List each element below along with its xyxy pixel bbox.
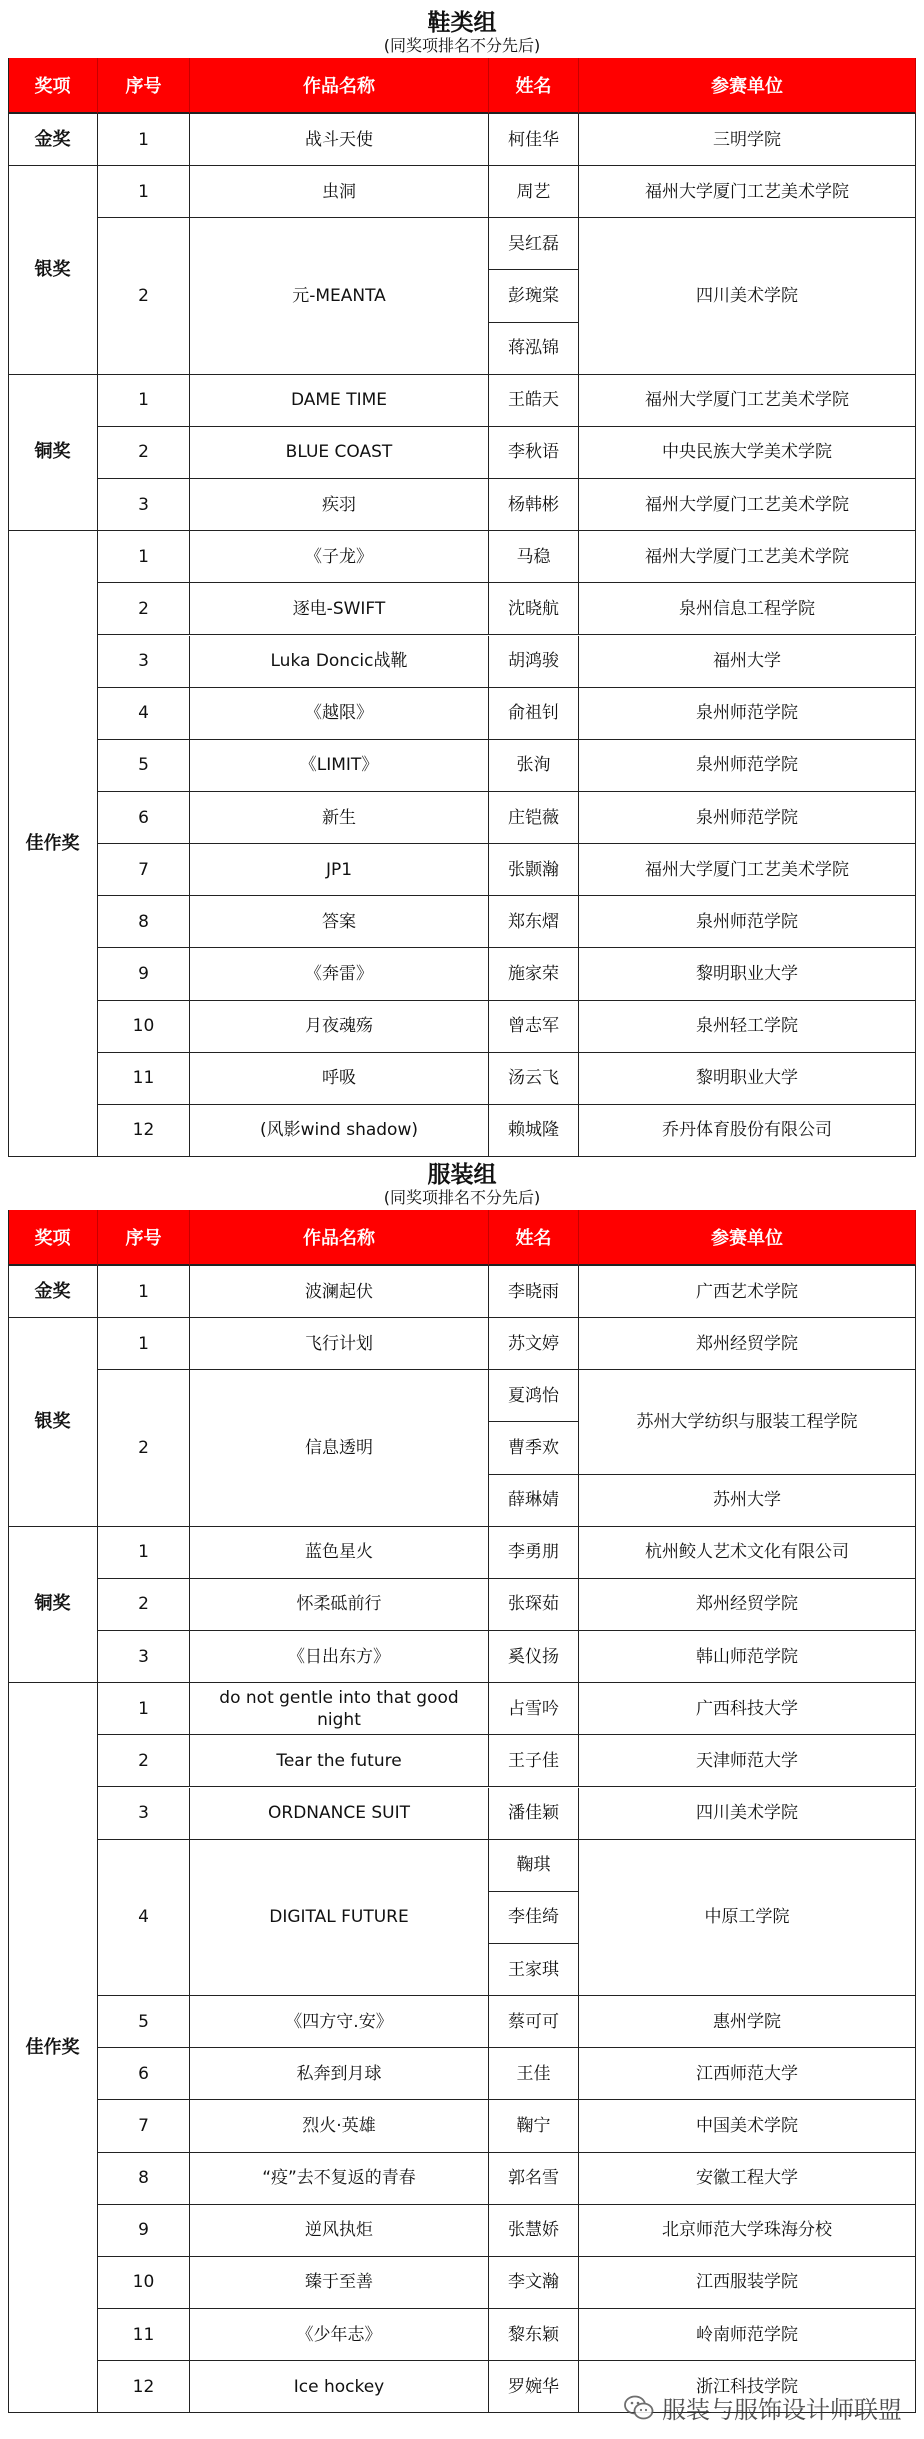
entry-unit: 泉州师范学院	[579, 688, 916, 740]
entry-name: 奚仪扬	[489, 1631, 579, 1683]
entry-unit: 四川美术学院	[579, 218, 916, 374]
entry-number: 2	[98, 1370, 190, 1526]
entry-unit: 浙江科技学院	[579, 2361, 916, 2413]
entry-name: 沈晓航	[489, 583, 579, 635]
entry-unit: 福州大学厦门工艺美术学院	[579, 479, 916, 531]
entry-work-title: 元-MEANTA	[190, 218, 489, 374]
entry-name: 李晓雨	[489, 1266, 579, 1318]
entry-number: 5	[98, 1996, 190, 2048]
section-subtitle: (同奖项排名不分先后)	[383, 36, 541, 55]
entry-work-title: 蓝色星火	[190, 1527, 489, 1579]
entry-unit: 广西艺术学院	[579, 1266, 916, 1318]
entry-number: 1	[98, 1318, 190, 1370]
entry-name: 蒋泓锦	[489, 323, 579, 375]
entry-unit: 郑州经贸学院	[579, 1318, 916, 1370]
entry-name: 潘佳颖	[489, 1788, 579, 1840]
entry-name: 彭琬棠	[489, 270, 579, 322]
column-header-award-column: 奖项	[8, 1210, 98, 1266]
entry-work-title: 呼吸	[190, 1053, 489, 1105]
entry-name: 吴红磊	[489, 218, 579, 270]
entry-number: 11	[98, 2309, 190, 2361]
column-header-unit-column: 参赛单位	[579, 58, 916, 114]
entry-unit: 三明学院	[579, 114, 916, 166]
section-header	[8, 1158, 916, 1210]
entry-name: 夏鸿怡	[489, 1370, 579, 1422]
section-apparel	[8, 1158, 916, 2413]
entry-unit: 杭州鲛人艺术文化有限公司	[579, 1527, 916, 1579]
entry-work-title: 《少年志》	[190, 2309, 489, 2361]
entry-name: 王佳	[489, 2048, 579, 2100]
entry-unit: 广西科技大学	[579, 1683, 916, 1735]
entry-name: 马稳	[489, 531, 579, 583]
entry-work-title: 月夜魂殇	[190, 1001, 489, 1053]
entry-name: 汤云飞	[489, 1053, 579, 1105]
entry-number: 9	[98, 2205, 190, 2257]
column-header-unit-column: 参赛单位	[579, 1210, 916, 1266]
entry-unit: 江西服装学院	[579, 2257, 916, 2309]
entry-work-title: BLUE COAST	[190, 427, 489, 479]
entry-number: 1	[98, 1266, 190, 1318]
entry-work-title: Luka Doncic战靴	[190, 636, 489, 688]
section-title: 服装组	[427, 1162, 497, 1188]
entry-unit: 郑州经贸学院	[579, 1579, 916, 1631]
section-subtitle: (同奖项排名不分先后)	[383, 1188, 541, 1207]
award-level: 银奖	[8, 1318, 98, 1527]
entry-work-title: Ice hockey	[190, 2361, 489, 2413]
entry-unit: 中央民族大学美术学院	[579, 427, 916, 479]
entry-unit: 惠州学院	[579, 1996, 916, 2048]
entry-number: 12	[98, 1105, 190, 1157]
entry-number: 10	[98, 1001, 190, 1053]
entry-name: 薛琳婧	[489, 1475, 579, 1527]
entry-unit: 泉州师范学院	[579, 792, 916, 844]
entry-work-title: 新生	[190, 792, 489, 844]
entry-unit: 岭南师范学院	[579, 2309, 916, 2361]
entry-number: 7	[98, 2100, 190, 2152]
entry-work-title: 臻于至善	[190, 2257, 489, 2309]
entry-work-title: 信息透明	[190, 1370, 489, 1526]
entry-unit: 四川美术学院	[579, 1788, 916, 1840]
entry-work-title: ORDNANCE SUIT	[190, 1788, 489, 1840]
entry-name: 苏文婷	[489, 1318, 579, 1370]
entry-unit: 天津师范大学	[579, 1735, 916, 1787]
entry-number: 11	[98, 1053, 190, 1105]
award-level: 铜奖	[8, 375, 98, 531]
entry-unit: 福州大学厦门工艺美术学院	[579, 375, 916, 427]
entry-number: 6	[98, 2048, 190, 2100]
entry-name: 黎东颖	[489, 2309, 579, 2361]
entry-number: 6	[98, 792, 190, 844]
entry-work-title: 《LIMIT》	[190, 740, 489, 792]
entry-number: 3	[98, 479, 190, 531]
column-header-name-column: 姓名	[489, 58, 579, 114]
entry-unit: 韩山师范学院	[579, 1631, 916, 1683]
entry-number: 2	[98, 427, 190, 479]
entry-name: 鞠琪	[489, 1840, 579, 1892]
entry-unit: 安徽工程大学	[579, 2153, 916, 2205]
entry-work-title: Tear the future	[190, 1735, 489, 1787]
section-title: 鞋类组	[427, 10, 497, 36]
award-level: 铜奖	[8, 1527, 98, 1683]
column-header-work-column: 作品名称	[190, 1210, 489, 1266]
column-header-number-column: 序号	[98, 1210, 190, 1266]
entry-work-title: 疾羽	[190, 479, 489, 531]
entry-name: 庄铠薇	[489, 792, 579, 844]
entry-name: 王皓天	[489, 375, 579, 427]
entry-number: 7	[98, 844, 190, 896]
entry-work-title: DAME TIME	[190, 375, 489, 427]
entry-name: 张慧娇	[489, 2205, 579, 2257]
entry-name: 张洵	[489, 740, 579, 792]
entry-number: 12	[98, 2361, 190, 2413]
entry-number: 10	[98, 2257, 190, 2309]
column-header-work-column: 作品名称	[190, 58, 489, 114]
entry-number: 3	[98, 1788, 190, 1840]
table-left-border	[8, 58, 9, 1157]
entry-number: 3	[98, 636, 190, 688]
entry-unit: 苏州大学	[579, 1475, 916, 1527]
entry-name: 王子佳	[489, 1735, 579, 1787]
entry-unit: 黎明职业大学	[579, 1053, 916, 1105]
entry-work-title: 波澜起伏	[190, 1266, 489, 1318]
entry-number: 1	[98, 375, 190, 427]
entry-name: 李佳绮	[489, 1892, 579, 1944]
entry-work-title: 虫洞	[190, 166, 489, 218]
entry-name: 王家琪	[489, 1944, 579, 1996]
entry-unit: 中国美术学院	[579, 2100, 916, 2152]
entry-name: 李勇朋	[489, 1527, 579, 1579]
entry-number: 8	[98, 896, 190, 948]
entry-number: 2	[98, 583, 190, 635]
column-header-name-column: 姓名	[489, 1210, 579, 1266]
entry-name: 施家荣	[489, 948, 579, 1000]
entry-work-title: 逐电-SWIFT	[190, 583, 489, 635]
entry-work-title: do not gentle into that good night	[190, 1683, 489, 1735]
section-shoes	[8, 6, 916, 1157]
entry-number: 1	[98, 166, 190, 218]
award-level: 金奖	[8, 1266, 98, 1318]
entry-name: 周艺	[489, 166, 579, 218]
entry-unit: 北京师范大学珠海分校	[579, 2205, 916, 2257]
entry-number: 1	[98, 1527, 190, 1579]
entry-name: 郭名雪	[489, 2153, 579, 2205]
entry-name: 罗婉华	[489, 2361, 579, 2413]
entry-work-title: 怀柔砥前行	[190, 1579, 489, 1631]
entry-unit: 泉州师范学院	[579, 896, 916, 948]
entry-number: 1	[98, 114, 190, 166]
entry-work-title: JP1	[190, 844, 489, 896]
entry-unit: 中原工学院	[579, 1840, 916, 1996]
entry-work-title: “疫”去不复返的青春	[190, 2153, 489, 2205]
entry-work-title: 飞行计划	[190, 1318, 489, 1370]
entry-work-title: 私奔到月球	[190, 2048, 489, 2100]
entry-work-title: 答案	[190, 896, 489, 948]
entry-work-title: DIGITAL FUTURE	[190, 1840, 489, 1996]
entry-name: 俞祖钊	[489, 688, 579, 740]
entry-number: 9	[98, 948, 190, 1000]
entry-number: 2	[98, 1735, 190, 1787]
entry-unit: 泉州师范学院	[579, 740, 916, 792]
entry-number: 2	[98, 218, 190, 374]
entry-number: 2	[98, 1579, 190, 1631]
entry-work-title: 《四方守.安》	[190, 1996, 489, 2048]
entry-work-title: 《日出东方》	[190, 1631, 489, 1683]
entry-work-title: 《越限》	[190, 688, 489, 740]
entry-unit: 福州大学厦门工艺美术学院	[579, 531, 916, 583]
entry-work-title: 逆风执炬	[190, 2205, 489, 2257]
entry-work-title: (风影wind shadow)	[190, 1105, 489, 1157]
entry-number: 8	[98, 2153, 190, 2205]
entry-name: 郑东熠	[489, 896, 579, 948]
entry-number: 5	[98, 740, 190, 792]
entry-unit: 泉州信息工程学院	[579, 583, 916, 635]
entry-name: 占雪吟	[489, 1683, 579, 1735]
entry-name: 胡鸿骏	[489, 636, 579, 688]
entry-unit: 泉州轻工学院	[579, 1001, 916, 1053]
entry-work-title: 烈火·英雄	[190, 2100, 489, 2152]
entry-number: 1	[98, 531, 190, 583]
entry-unit: 江西师范大学	[579, 2048, 916, 2100]
entry-work-title: 战斗天使	[190, 114, 489, 166]
award-level: 金奖	[8, 114, 98, 166]
entry-name: 鞠宁	[489, 2100, 579, 2152]
section-header	[8, 6, 916, 58]
entry-unit: 福州大学厦门工艺美术学院	[579, 844, 916, 896]
entry-name: 张颢瀚	[489, 844, 579, 896]
entry-unit: 乔丹体育股份有限公司	[579, 1105, 916, 1157]
entry-unit: 福州大学厦门工艺美术学院	[579, 166, 916, 218]
entry-number: 1	[98, 1683, 190, 1735]
entry-name: 赖城隆	[489, 1105, 579, 1157]
award-level: 佳作奖	[8, 1683, 98, 2413]
entry-number: 4	[98, 688, 190, 740]
column-header-award-column: 奖项	[8, 58, 98, 114]
entry-unit: 苏州大学纺织与服装工程学院	[579, 1370, 916, 1474]
entry-unit: 福州大学	[579, 636, 916, 688]
entry-name: 杨韩彬	[489, 479, 579, 531]
entry-name: 张琛茹	[489, 1579, 579, 1631]
award-level: 佳作奖	[8, 531, 98, 1157]
watermark	[624, 2390, 902, 2425]
entry-name: 柯佳华	[489, 114, 579, 166]
column-header-number-column: 序号	[98, 58, 190, 114]
entry-name: 李秋语	[489, 427, 579, 479]
wechat-icon	[624, 2395, 654, 2421]
entry-unit: 黎明职业大学	[579, 948, 916, 1000]
award-level: 银奖	[8, 166, 98, 375]
watermark-text: 服装与服饰设计师联盟	[662, 2396, 902, 2424]
table-left-border	[8, 1210, 9, 2413]
entry-name: 曹季欢	[489, 1422, 579, 1474]
entry-number: 4	[98, 1840, 190, 1996]
entry-name: 李文瀚	[489, 2257, 579, 2309]
entry-work-title: 《子龙》	[190, 531, 489, 583]
entry-name: 蔡可可	[489, 1996, 579, 2048]
entry-work-title: 《奔雷》	[190, 948, 489, 1000]
entry-number: 3	[98, 1631, 190, 1683]
entry-name: 曾志军	[489, 1001, 579, 1053]
